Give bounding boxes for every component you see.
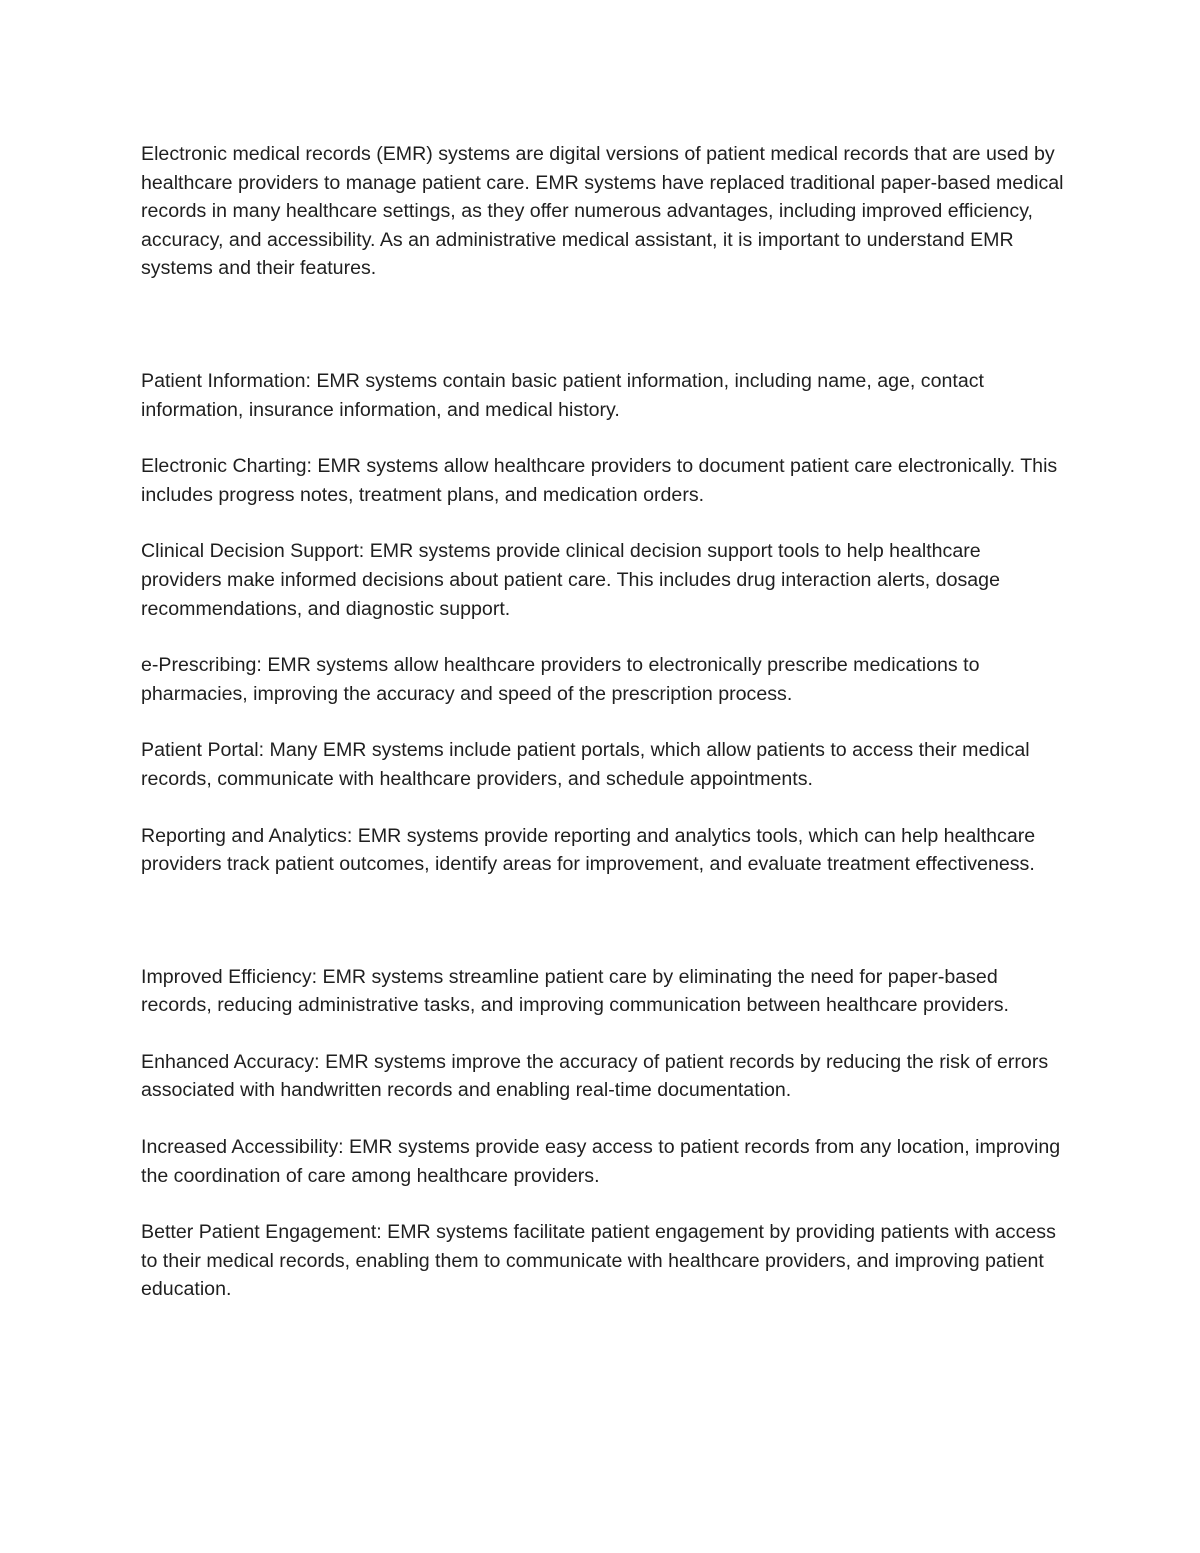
feature-paragraph-clinical-decision-support: Clinical Decision Support: EMR systems provide clinical decision support tools to help healthcare providers make informed decisions about patient care. This includes drug interaction alerts, dosage recommendations, and diagnostic support. [141, 540, 1000, 620]
feature-paragraph-reporting-analytics: Reporting and Analytics: EMR systems provide reporting and analytics tools, which can help healthcare providers track patient outcomes, identify areas for improvement, and evaluate treatment effectiveness. [141, 824, 1036, 876]
benefit-paragraph-enhanced-accuracy: Enhanced Accuracy: EMR systems improve the accuracy of patient records by reducing the risk of errors associated with handwritten records and enabling real-time documentation. [141, 1050, 1049, 1102]
document-body [141, 140, 1066, 1332]
section-spacer [141, 907, 1066, 963]
benefit-paragraph-improved-efficiency: Improved Efficiency: EMR systems streamline patient care by eliminating the need for paper-based records, reducing administrative tasks, and improving communication between healthcare providers. [141, 965, 1009, 1017]
features-section [141, 367, 1066, 879]
feature-paragraph-e-prescribing: e-Prescribing: EMR systems allow healthcare providers to electronically prescribe medications to pharmacies, improving the accuracy and speed of the prescription process. [141, 654, 980, 705]
benefits-section [141, 963, 1066, 1304]
intro-paragraph: Electronic medical records (EMR) systems are digital versions of patient medical records that are used by healthcare providers to manage patient care. EMR systems have replaced traditional paper-based medical records in many healthcare settings, as they offer numerous advantages, including improved efficiency, accuracy, and accessibility. As an administrative medical assistant, it is important to understand EMR systems and their features. [141, 143, 1064, 280]
benefit-paragraph-patient-engagement: Better Patient Engagement: EMR systems facilitate patient engagement by providing patients with access to their medical records, enabling them to communicate with healthcare providers, and improving patient education. [141, 1221, 1056, 1301]
feature-paragraph-electronic-charting: Electronic Charting: EMR systems allow healthcare providers to document patient care electronically. This includes progress notes, treatment plans, and medication orders. [141, 455, 1058, 506]
section-spacer [141, 283, 1066, 367]
feature-paragraph-patient-portal: Patient Portal: Many EMR systems include patient portals, which allow patients to access their medical records, communicate with healthcare providers, and schedule appointments. [141, 739, 1030, 790]
feature-paragraph-patient-information: Patient Information: EMR systems contain basic patient information, including name, age, contact information, insurance information, and medical history. [141, 369, 984, 421]
benefit-paragraph-increased-accessibility: Increased Accessibility: EMR systems provide easy access to patient records from any location, improving the coordination of care among healthcare providers. [141, 1136, 1061, 1187]
